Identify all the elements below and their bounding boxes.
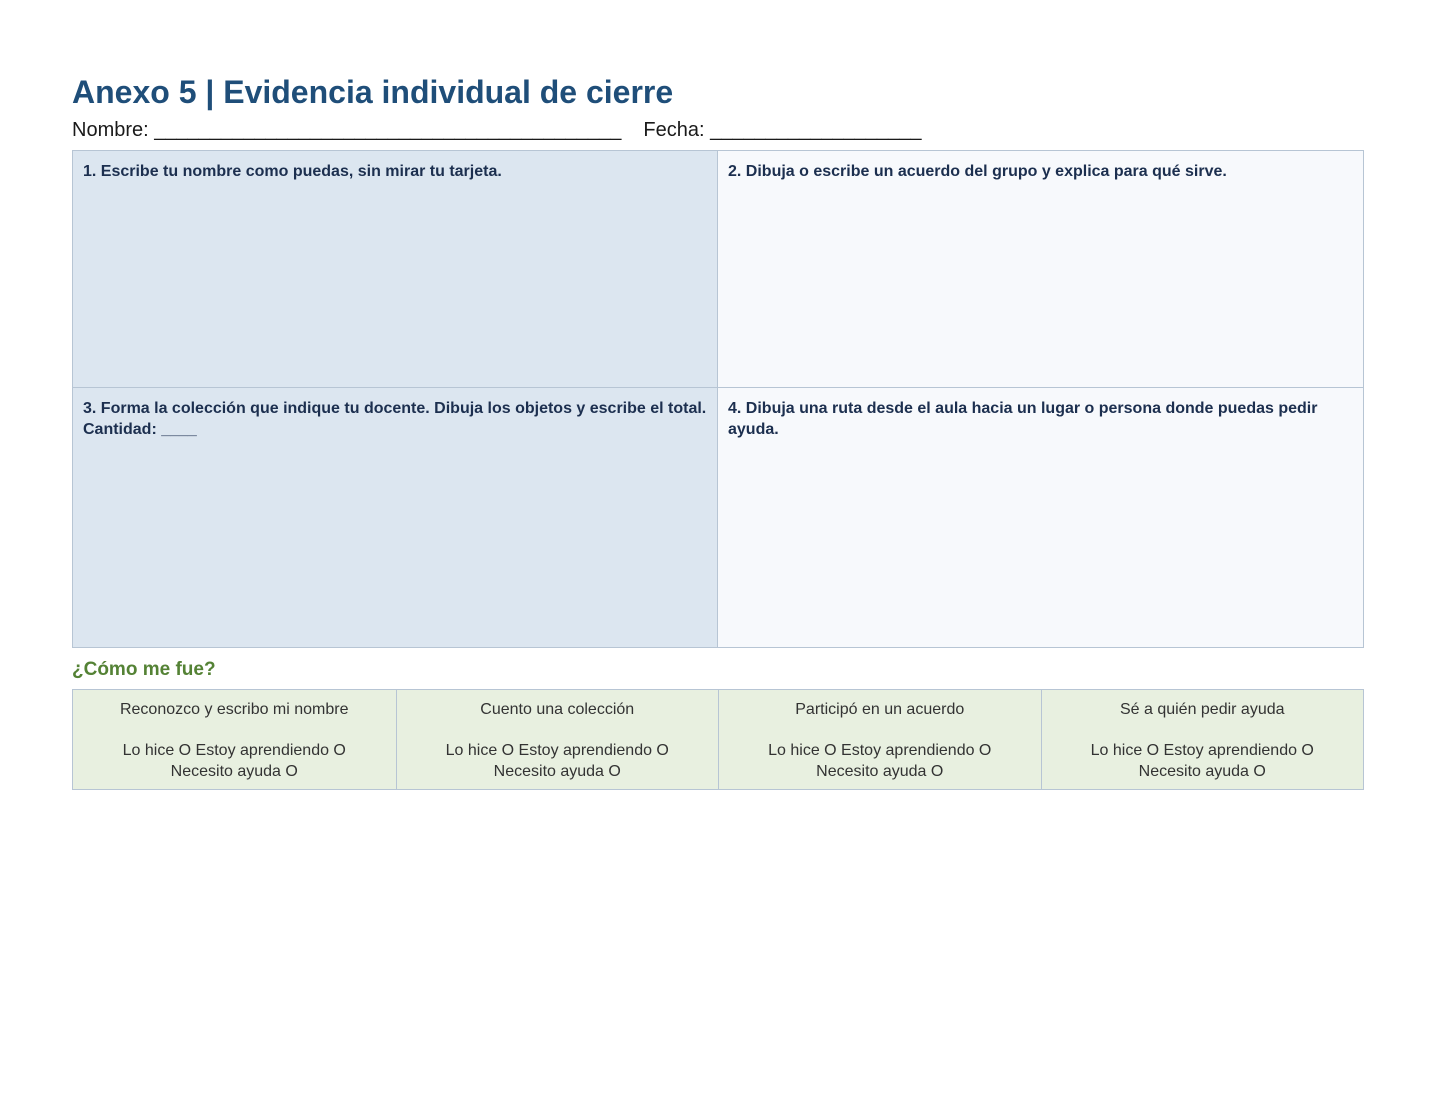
activity-cell-2[interactable]: [718, 151, 1363, 388]
self-eval-item-label: Cuento una colección: [480, 701, 635, 718]
self-eval-options[interactable]: [719, 740, 1041, 782]
date-field[interactable]: Fecha: ___________________: [643, 119, 922, 141]
self-eval-options-line-2[interactable]: Necesito ayuda O: [170, 763, 298, 780]
self-eval-item: [718, 690, 1041, 789]
activity-cell-1[interactable]: [73, 151, 718, 388]
page-title: Anexo 5 | Evidencia individual de cierre: [72, 74, 674, 110]
self-eval-options-line-1[interactable]: Lo hice O Estoy aprendiendo O: [445, 742, 669, 759]
self-eval-options[interactable]: [1042, 740, 1364, 782]
self-eval-options-line-1[interactable]: Lo hice O Estoy aprendiendo O: [768, 742, 992, 759]
self-eval-options-line-2[interactable]: Necesito ayuda O: [1138, 763, 1266, 780]
self-eval-options[interactable]: [397, 740, 719, 782]
self-eval-options-line-2[interactable]: Necesito ayuda O: [816, 763, 944, 780]
activity-label-1: 1. Escribe tu nombre como puedas, sin mirar tu tarjeta.: [83, 163, 502, 180]
self-eval-item-label: Reconozco y escribo mi nombre: [119, 701, 349, 718]
activity-grid: [72, 150, 1364, 648]
name-date-line: [72, 116, 921, 144]
self-eval-options-line-1[interactable]: Lo hice O Estoy aprendiendo O: [1090, 742, 1314, 759]
activity-label-2: 2. Dibuja o escribe un acuerdo del grupo y explica para qué sirve.: [728, 163, 1227, 180]
self-eval-options-line-1[interactable]: Lo hice O Estoy aprendiendo O: [122, 742, 346, 759]
self-eval-options-line-2[interactable]: Necesito ayuda O: [493, 763, 621, 780]
self-eval-item-label: Sé a quién pedir ayuda: [1119, 701, 1285, 718]
name-field[interactable]: Nombre: __________________________________________: [72, 119, 622, 141]
self-eval-item-label: Participó en un acuerdo: [795, 701, 965, 718]
self-eval-table: [72, 689, 1364, 790]
activity-label-3: 3. Forma la colección que indique tu docente. Dibuja los objetos y escribe el total. Cantidad: ____: [83, 400, 707, 438]
activity-cell-3[interactable]: [73, 388, 718, 647]
activity-label-4: 4. Dibuja una ruta desde el aula hacia un lugar o persona donde puedas pedir ayuda.: [728, 400, 1318, 438]
activity-cell-4[interactable]: [718, 388, 1363, 647]
self-eval-item: [396, 690, 719, 789]
self-eval-heading: ¿Cómo me fue?: [72, 659, 216, 680]
self-eval-item: [1041, 690, 1364, 789]
self-eval-item: [73, 690, 396, 789]
self-eval-options[interactable]: [73, 740, 396, 782]
